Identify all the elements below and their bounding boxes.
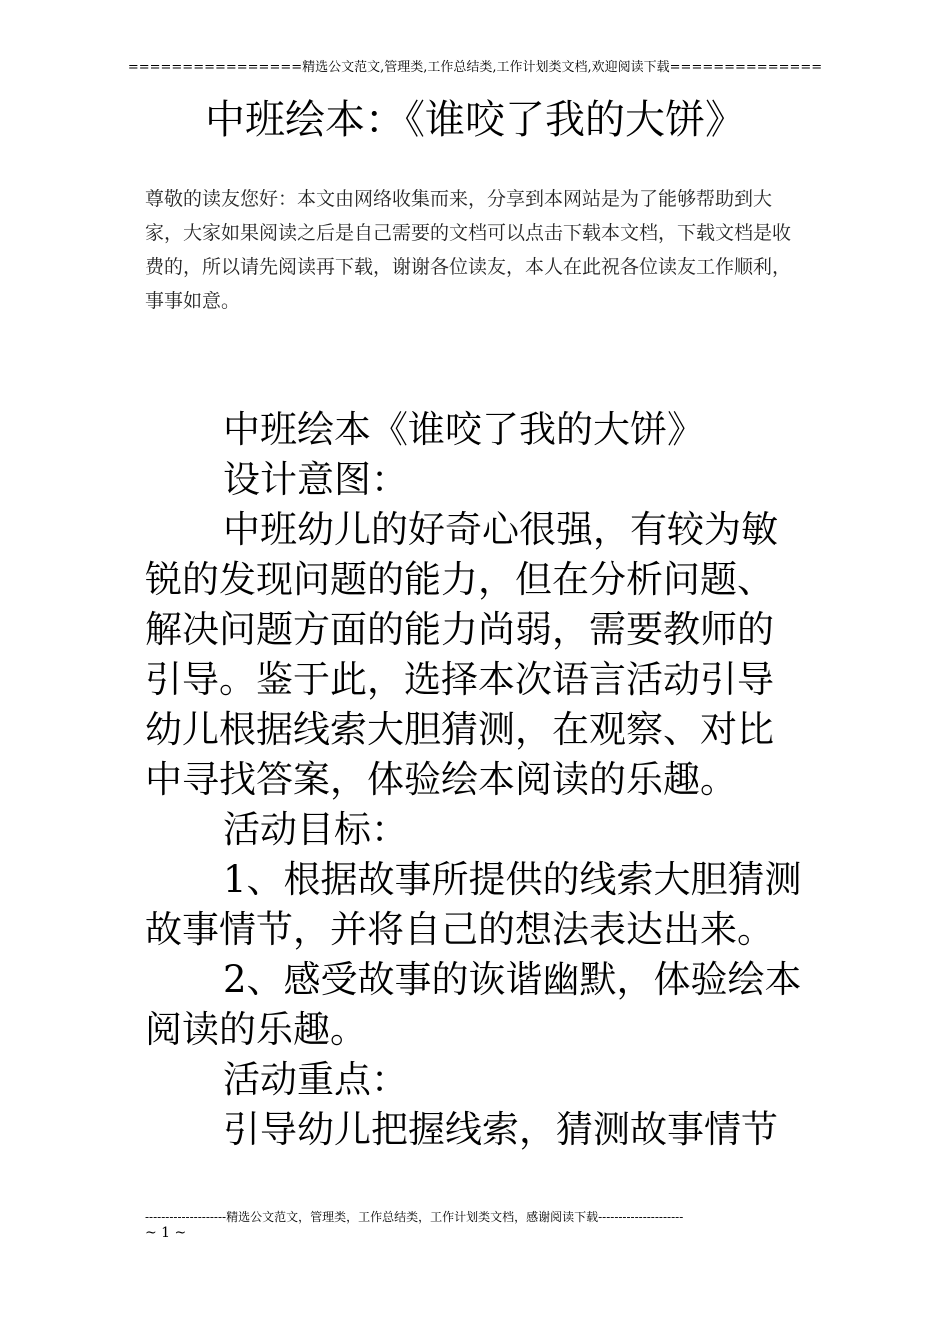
body-paragraph-goal-2: 2、感受故事的诙谐幽默，体验绘本阅读的乐趣。 <box>145 958 802 1051</box>
document-body <box>145 405 810 1155</box>
section-heading-design-intent: 设计意图： <box>223 458 408 501</box>
body-paragraph: 中班幼儿的好奇心很强，有较为敏锐的发现问题的能力，但在分析问题、解决问题方面的能力尚弱，需要教师的引导。鉴于此，选择本次语言活动引导幼儿根据线索大胆猜测，在观察、对比中寻找答案，体验绘本阅读的乐趣。 <box>145 508 778 801</box>
body-heading: 中班绘本《谁咬了我的大饼》 <box>223 408 704 451</box>
document-title: 中班绘本：《谁咬了我的大饼》 <box>205 97 745 143</box>
page-header: ================精选公文范文,管理类,工作总结类,工作计划类文档,欢迎阅读下载============== <box>127 60 823 75</box>
body-paragraph-focus: 引导幼儿把握线索，猜测故事情节 <box>223 1108 778 1151</box>
section-heading-activity-goals: 活动目标： <box>223 808 408 851</box>
body-paragraph-goal-1: 1、根据故事所提供的线索大胆猜测故事情节，并将自己的想法表达出来。 <box>145 858 802 951</box>
page-footer: --------------------精选公文范文，管理类，工作总结类，工作计划类文档，感谢阅读下载--------------------- <box>145 1210 684 1224</box>
page-number: ~ 1 ~ <box>145 1225 187 1241</box>
section-heading-activity-focus: 活动重点： <box>223 1058 408 1101</box>
reader-notice: 尊敬的读友您好：本文由网络收集而来，分享到本网站是为了能够帮助到大家，大家如果阅读之后是自己需要的文档可以点击下载本文档，下载文档是收费的，所以请先阅读再下载，谢谢各位读友，本人在此祝各位读友工作顺利，事事如意。 <box>145 188 792 312</box>
